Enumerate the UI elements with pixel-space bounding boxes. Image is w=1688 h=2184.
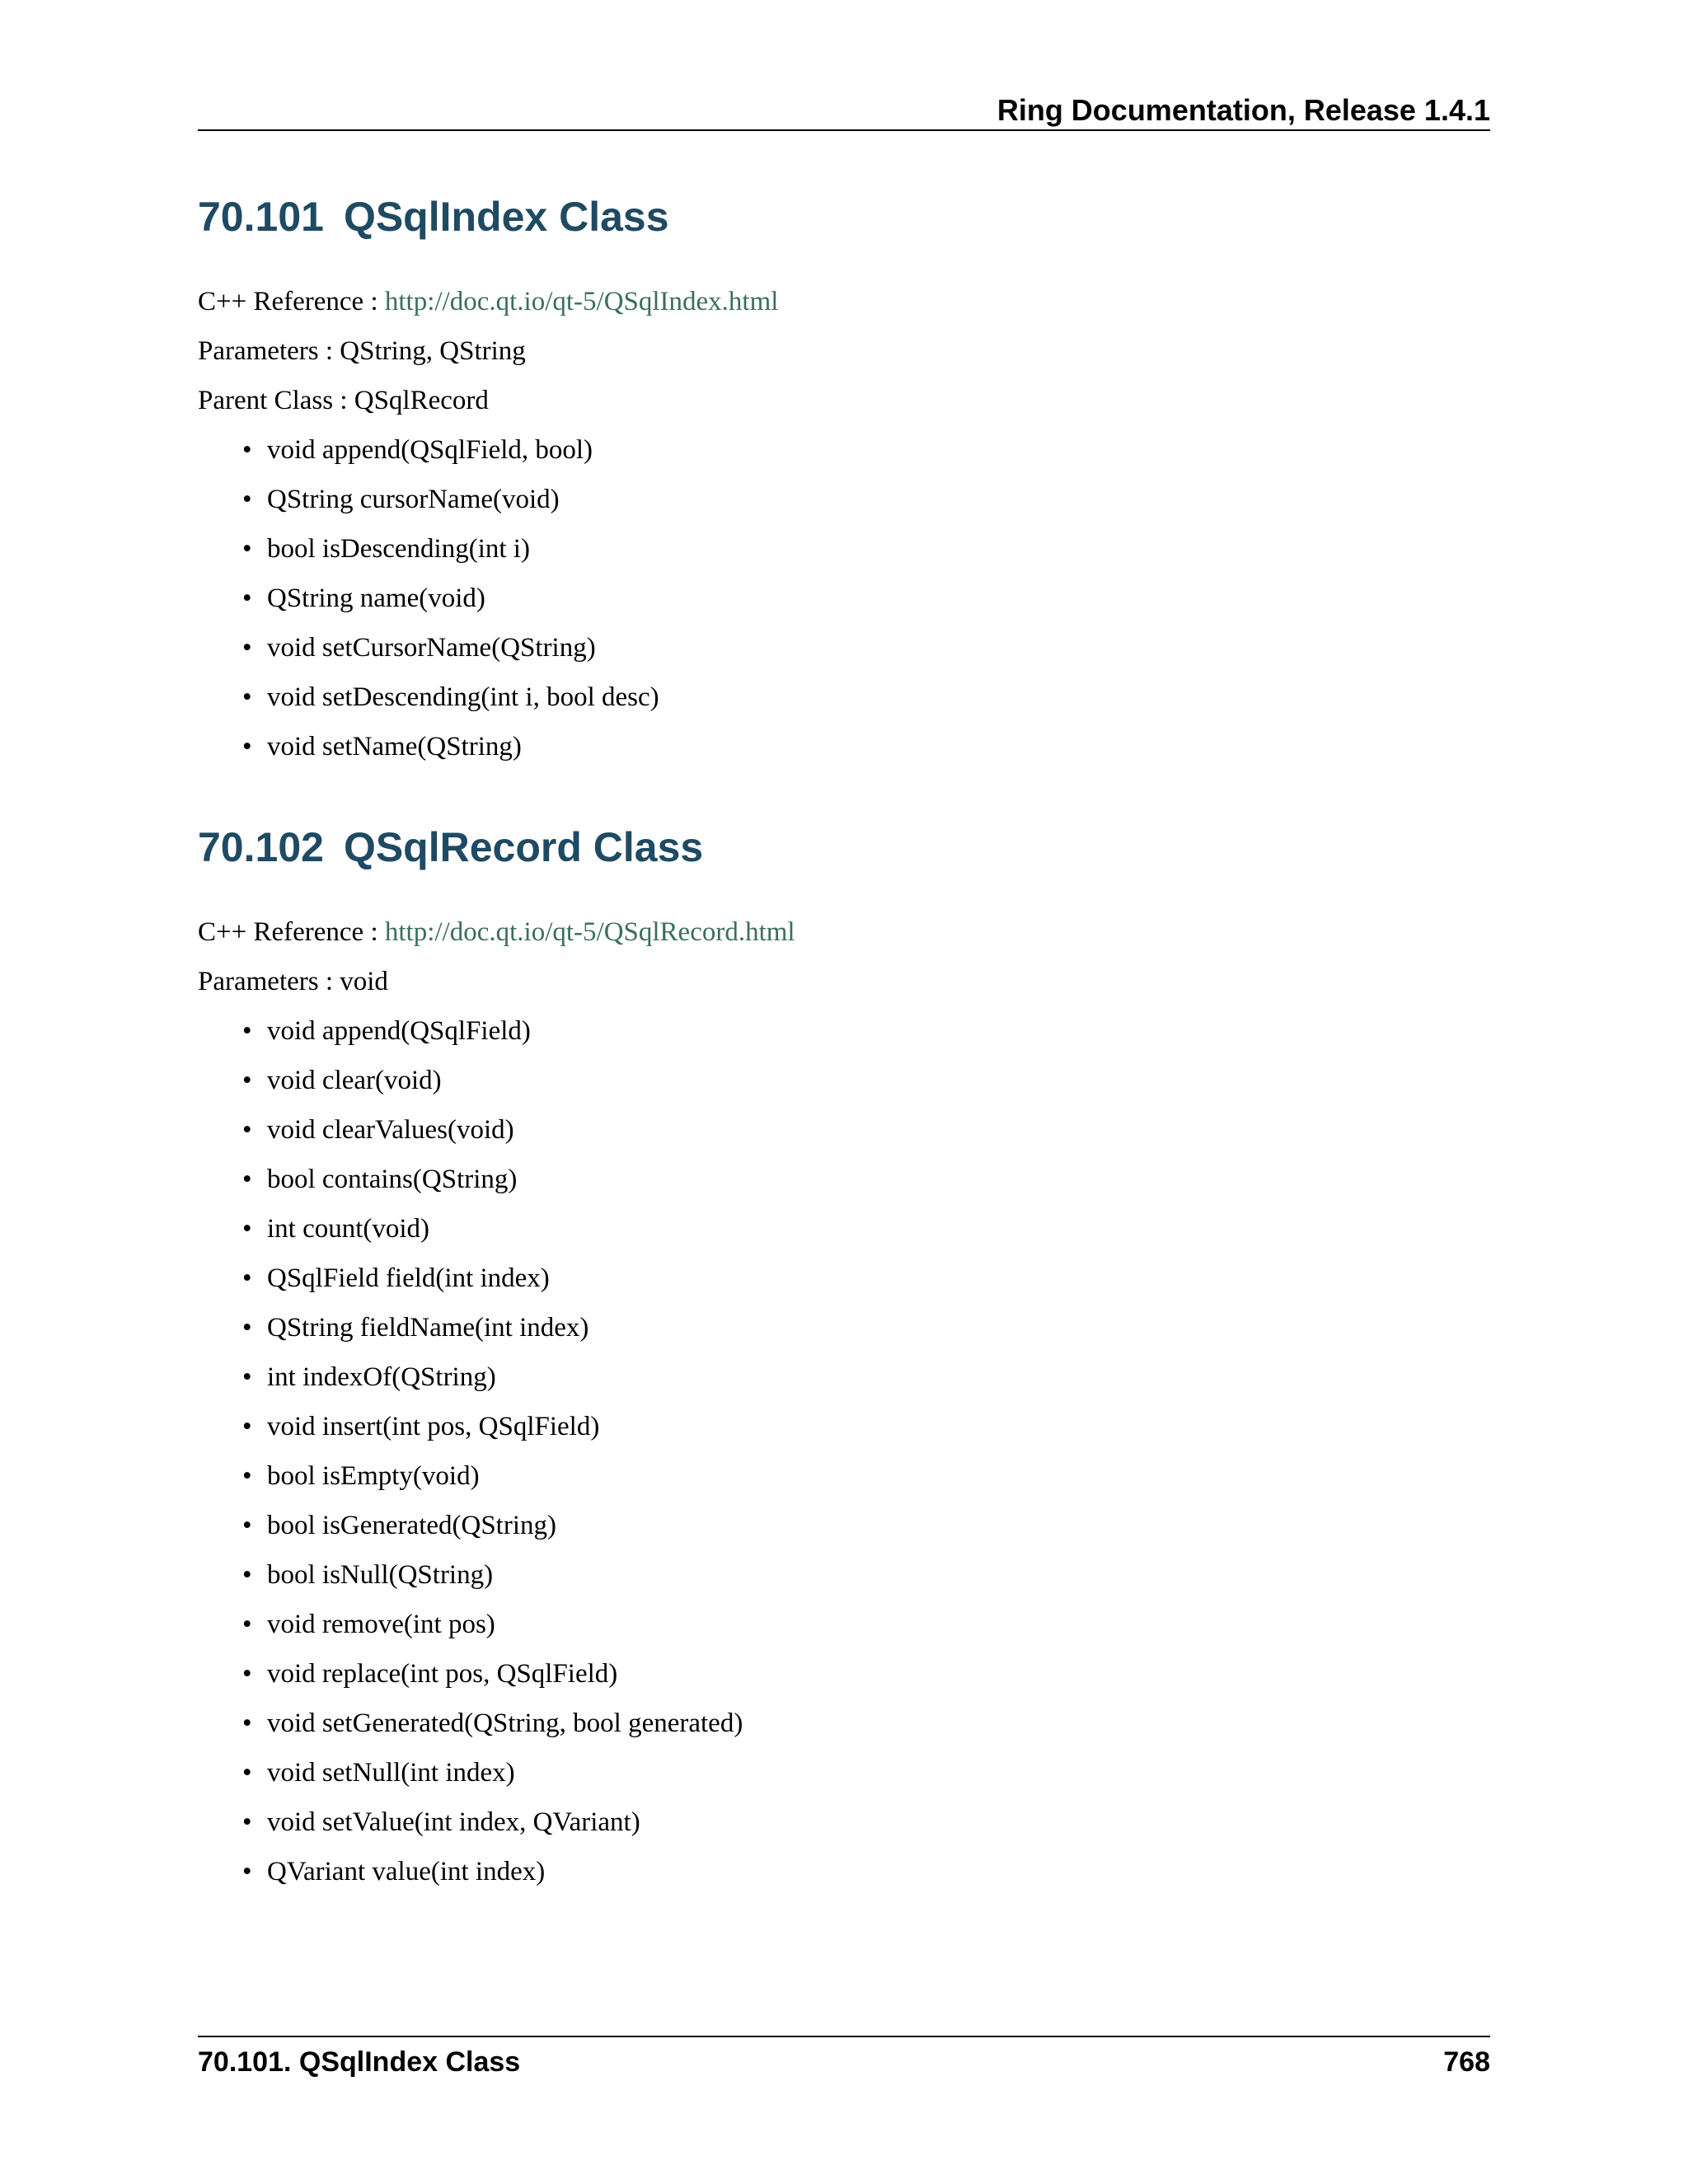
bullet: • — [242, 1263, 252, 1293]
section-number: 70.102 — [198, 824, 324, 870]
method-signature: QString fieldName(int index) — [267, 1313, 589, 1343]
list-item — [198, 631, 659, 681]
method-signature: bool isDescending(int i) — [267, 534, 530, 564]
list-item — [198, 730, 659, 780]
bullet: • — [242, 1857, 252, 1886]
method-signature: bool isNull(QString) — [267, 1560, 494, 1590]
list-item — [198, 1410, 743, 1460]
bullet: • — [242, 485, 252, 514]
parameters-qsqlindex: Parameters : QString, QString — [198, 336, 526, 366]
bullet: • — [242, 732, 252, 762]
parameters-qsqlrecord: Parameters : void — [198, 967, 388, 996]
bullet: • — [242, 1016, 252, 1046]
method-signature: QVariant value(int index) — [267, 1857, 546, 1886]
list-item — [198, 1212, 743, 1262]
list-item — [198, 1064, 743, 1113]
method-signature: void append(QSqlField, bool) — [267, 435, 593, 465]
list-item — [198, 1460, 743, 1509]
method-signature: void remove(int pos) — [267, 1610, 495, 1639]
list-item — [198, 1558, 743, 1608]
bullet: • — [242, 1412, 252, 1441]
bullet: • — [242, 435, 252, 465]
list-item — [198, 1015, 743, 1064]
method-signature: void setName(QString) — [267, 732, 522, 762]
list-item — [198, 1311, 743, 1361]
list-item — [198, 582, 659, 631]
list-item — [198, 1657, 743, 1707]
cpp-reference-qsqlindex — [198, 285, 778, 318]
method-signature: void clearValues(void) — [267, 1115, 514, 1145]
list-item — [198, 1113, 743, 1163]
method-signature: int indexOf(QString) — [267, 1362, 496, 1392]
method-signature: bool isEmpty(void) — [267, 1461, 480, 1491]
bullet: • — [242, 534, 252, 564]
method-signature: void setValue(int index, QVariant) — [267, 1807, 640, 1837]
method-signature: void setGenerated(QString, bool generated) — [267, 1708, 743, 1738]
method-signature: QString name(void) — [267, 583, 485, 613]
cpp-reference-link[interactable]: http://doc.qt.io/qt-5/QSqlRecord.html — [384, 917, 795, 947]
bullet: • — [242, 1708, 252, 1738]
list-item — [198, 1509, 743, 1558]
bullet: • — [242, 1610, 252, 1639]
list-item — [198, 483, 659, 532]
bullet: • — [242, 1807, 252, 1837]
bullet: • — [242, 1214, 252, 1244]
bullet: • — [242, 633, 252, 663]
page-number: 768 — [1443, 2046, 1490, 2078]
method-signature: void clear(void) — [267, 1066, 442, 1095]
bullet: • — [242, 1511, 252, 1540]
list-item — [198, 532, 659, 582]
method-signature: QSqlField field(int index) — [267, 1263, 550, 1293]
running-header: Ring Documentation, Release 1.4.1 — [996, 93, 1490, 127]
list-item — [198, 1608, 743, 1657]
bullet: • — [242, 1313, 252, 1343]
bullet: • — [242, 682, 252, 712]
section-heading-qsqlindex — [198, 192, 669, 241]
list-item — [198, 1756, 743, 1806]
method-signature: void setNull(int index) — [267, 1758, 515, 1788]
method-signature: void setCursorName(QString) — [267, 633, 596, 663]
section-heading-qsqlrecord — [198, 823, 703, 872]
method-list-qsqlindex — [198, 434, 659, 780]
bullet: • — [242, 1362, 252, 1392]
method-signature: QString cursorName(void) — [267, 485, 560, 514]
bullet: • — [242, 1560, 252, 1590]
list-item — [198, 1262, 743, 1311]
list-item — [198, 1361, 743, 1410]
method-signature: void replace(int pos, QSqlField) — [267, 1659, 618, 1689]
cpp-reference-qsqlrecord — [198, 916, 795, 949]
method-signature: bool isGenerated(QString) — [267, 1511, 556, 1540]
cpp-reference-label: C++ Reference : — [198, 287, 385, 316]
method-signature: void setDescending(int i, bool desc) — [267, 682, 659, 712]
list-item — [198, 1163, 743, 1212]
bullet: • — [242, 1461, 252, 1491]
parent-class-qsqlindex: Parent Class : QSqlRecord — [198, 386, 489, 415]
list-item — [198, 681, 659, 730]
list-item — [198, 1806, 743, 1855]
list-item — [198, 434, 659, 483]
bullet: • — [242, 1659, 252, 1689]
bullet: • — [242, 1165, 252, 1194]
bullet: • — [242, 1115, 252, 1145]
footer-section-title: 70.101. QSqlIndex Class — [198, 2046, 521, 2078]
cpp-reference-link[interactable]: http://doc.qt.io/qt-5/QSqlIndex.html — [384, 287, 779, 316]
bullet: • — [242, 1758, 252, 1788]
cpp-reference-label: C++ Reference : — [198, 917, 385, 947]
list-item — [198, 1707, 743, 1756]
header-divider — [198, 129, 1490, 131]
method-signature: void insert(int pos, QSqlField) — [267, 1412, 600, 1441]
footer-divider — [198, 2036, 1490, 2037]
section-number: 70.101 — [198, 194, 324, 240]
bullet: • — [242, 1066, 252, 1095]
bullet: • — [242, 583, 252, 613]
method-list-qsqlrecord — [198, 1015, 743, 1905]
document-page — [198, 0, 1490, 2184]
method-signature: void append(QSqlField) — [267, 1016, 531, 1046]
list-item — [198, 1855, 743, 1905]
method-signature: int count(void) — [267, 1214, 430, 1244]
method-signature: bool contains(QString) — [267, 1165, 518, 1194]
section-title: QSqlIndex Class — [343, 194, 669, 240]
section-title: QSqlRecord Class — [343, 824, 704, 870]
